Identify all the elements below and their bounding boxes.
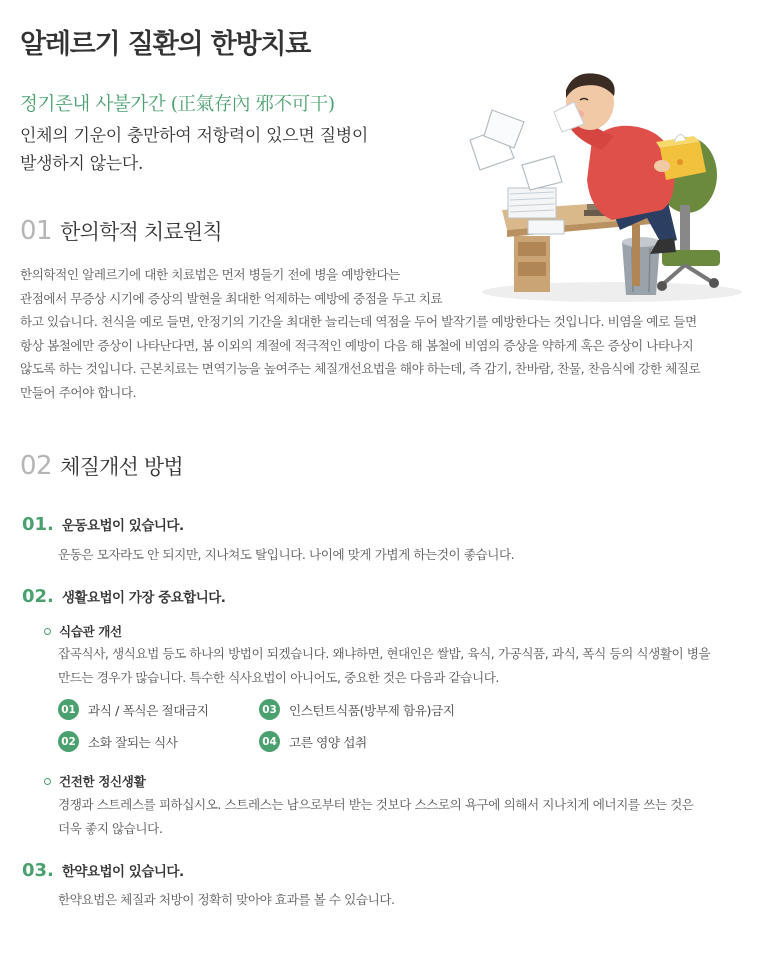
man-hand xyxy=(654,160,670,172)
section-1-line-6: 만들어 주어야 합니다. xyxy=(20,384,137,400)
item-1-number: 01. xyxy=(22,514,54,535)
circle-bullet-icon xyxy=(44,628,51,635)
item-1-title: 운동요법이 있습니다. xyxy=(61,518,184,534)
item-1-heading xyxy=(22,514,184,535)
section-1-line-2: 관점에서 무증상 시기에 증상의 발현을 최대한 억제하는 예방에 중점을 두고 치료 xyxy=(20,290,443,306)
flying-papers-icon xyxy=(470,110,562,190)
motto-line-2: 발생하지 않는다. xyxy=(20,154,144,174)
diet-rule-2 xyxy=(58,731,178,752)
circle-bullet-icon xyxy=(44,778,51,785)
section-number-1: 01 xyxy=(20,216,53,246)
sub-2-title: 건전한 정신생활 xyxy=(59,774,146,789)
item-3-body: 한약요법은 체질과 처방이 정확히 맞아야 효과를 볼 수 있습니다. xyxy=(58,892,395,907)
sub-2-heading xyxy=(44,771,145,790)
section-1-line-1: 한의학적인 알레르기에 대한 치료법은 먼저 병들기 전에 병을 예방한다는 xyxy=(20,267,400,282)
motto-line-1: 인체의 기운이 충만하여 저항력이 있으면 질병이 xyxy=(20,126,368,146)
diet-rule-1-badge: 01 xyxy=(58,699,79,720)
diet-rule-3-badge: 03 xyxy=(259,699,280,720)
motto-block xyxy=(20,90,460,178)
section-heading-1 xyxy=(20,216,222,246)
section-1-line-3: 하고 있습니다. 천식을 예로 들면, 안정기의 기간을 최대한 늘리는데 역점을 두어 발작기를 예방한다는 것입니다. 비염을 예로 들면 xyxy=(20,314,697,329)
item-3-number: 03. xyxy=(22,860,54,881)
item-2-heading xyxy=(22,586,225,607)
item-3-heading xyxy=(22,860,184,881)
sub-1-heading xyxy=(44,621,122,640)
diet-rule-2-badge: 02 xyxy=(58,731,79,752)
diet-rule-3-text: 인스턴트식품(방부제 함유)금지 xyxy=(289,703,455,718)
diet-rule-1 xyxy=(58,699,209,720)
section-1-paragraph xyxy=(20,263,746,404)
diet-rule-4 xyxy=(259,731,367,752)
section-title-2: 체질개선 방법 xyxy=(60,455,183,479)
item-3-title: 한약요법이 있습니다. xyxy=(61,864,184,880)
sub-2-line-2: 더욱 좋지 않습니다. xyxy=(58,821,163,836)
diet-rule-3 xyxy=(259,699,455,720)
sub-1-title: 식습관 개선 xyxy=(59,624,122,639)
motto-proverb: 정기존내 사불가간 (正氣存內 邪不可干) xyxy=(20,94,335,115)
diet-rule-4-text: 고른 영양 섭취 xyxy=(289,735,367,750)
section-1-line-5: 않도록 하는 것입니다. 근본치료는 면역기능을 높여주는 체질개선요법을 해야 하는데, 즉 감기, 찬바람, 찬물, 찬음식에 강한 체질로 xyxy=(20,361,701,376)
section-1-line-4: 항상 봄철에만 증상이 나타난다면, 봄 이외의 계절에 적극적인 예방이 다음 해 봄철에 비염의 증상을 약하게 혹은 증상이 나타나지 xyxy=(20,337,694,353)
diet-rule-2-text: 소화 잘되는 식사 xyxy=(88,735,178,750)
sub-1-body xyxy=(58,642,742,690)
item-2-number: 02. xyxy=(22,586,54,607)
section-title-1: 한의학적 치료원칙 xyxy=(60,220,222,244)
page-title: 알레르기 질환의 한방치료 xyxy=(20,29,311,60)
sub-1-line-1: 잡곡식사, 생식요법 등도 하나의 방법이 되겠습니다. 왜냐하면, 현대인은 쌀밥, 육식, 가공식품, 과식, 폭식 등의 식생활이 병을 xyxy=(58,646,711,661)
item-1-body: 운동은 모자라도 안 되지만, 지나쳐도 탈입니다. 나이에 맞게 가볍게 하는것이 좋습니다. xyxy=(58,547,515,562)
sub-2-line-1: 경쟁과 스트레스를 피하십시오. 스트레스는 남으로부터 받는 것보다 스스로의 욕구에 의해서 지나치게 에너지를 쓰는 것은 xyxy=(58,797,694,812)
section-number-2: 02 xyxy=(20,451,53,481)
sub-1-line-2: 만드는 경우가 많습니다. 특수한 식사요법이 아니어도, 중요한 것은 다음과 같습니다. xyxy=(58,670,499,685)
diet-rule-1-text: 과식 / 폭식은 절대금지 xyxy=(88,703,209,718)
diet-rule-4-badge: 04 xyxy=(259,731,280,752)
sub-2-body xyxy=(58,793,742,841)
item-2-title: 생활요법이 가장 중요합니다. xyxy=(61,590,226,606)
section-heading-2 xyxy=(20,451,183,481)
